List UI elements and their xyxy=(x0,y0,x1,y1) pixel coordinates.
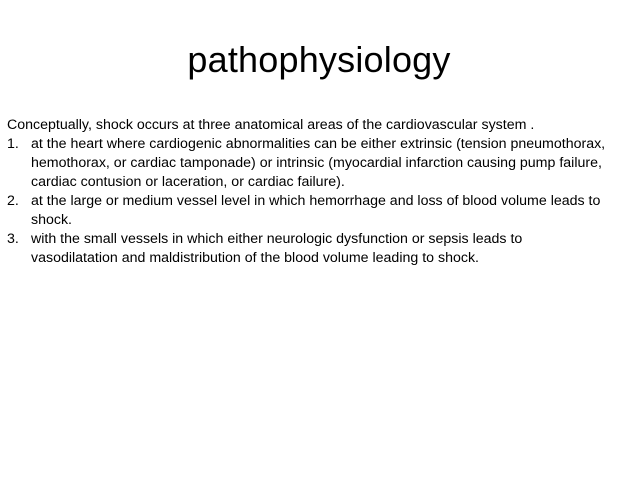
list-item-line: cardiac contusion or laceration, or cardiac failure). xyxy=(31,174,345,190)
numbered-list xyxy=(7,135,633,268)
list-number: 2. xyxy=(7,193,19,209)
list-item-line: with the small vessels in which either neurologic dysfunction or sepsis leads to xyxy=(31,231,523,247)
list-number: 3. xyxy=(7,231,19,247)
list-item xyxy=(7,230,633,268)
list-item-line: at the heart where cardiogenic abnormalities can be either extrinsic (tension pneumothorax, xyxy=(31,136,606,152)
list-item-line: at the large or medium vessel level in which hemorrhage and loss of blood volume leads to xyxy=(31,193,601,209)
list-item-line: shock. xyxy=(31,212,73,228)
list-item-line: hemothorax, or cardiac tamponade) or intrinsic (myocardial infarction causing pump failure, xyxy=(31,155,602,171)
list-item-line: vasodilatation and maldistribution of the blood volume leading to shock. xyxy=(31,250,479,266)
list-item xyxy=(7,192,633,230)
slide-title: pathophysiology xyxy=(187,39,451,80)
list-item xyxy=(7,135,633,192)
slide-body xyxy=(7,116,633,268)
list-number: 1. xyxy=(7,136,19,152)
intro-text: Conceptually, shock occurs at three anatomical areas of the cardiovascular system . xyxy=(7,117,535,133)
